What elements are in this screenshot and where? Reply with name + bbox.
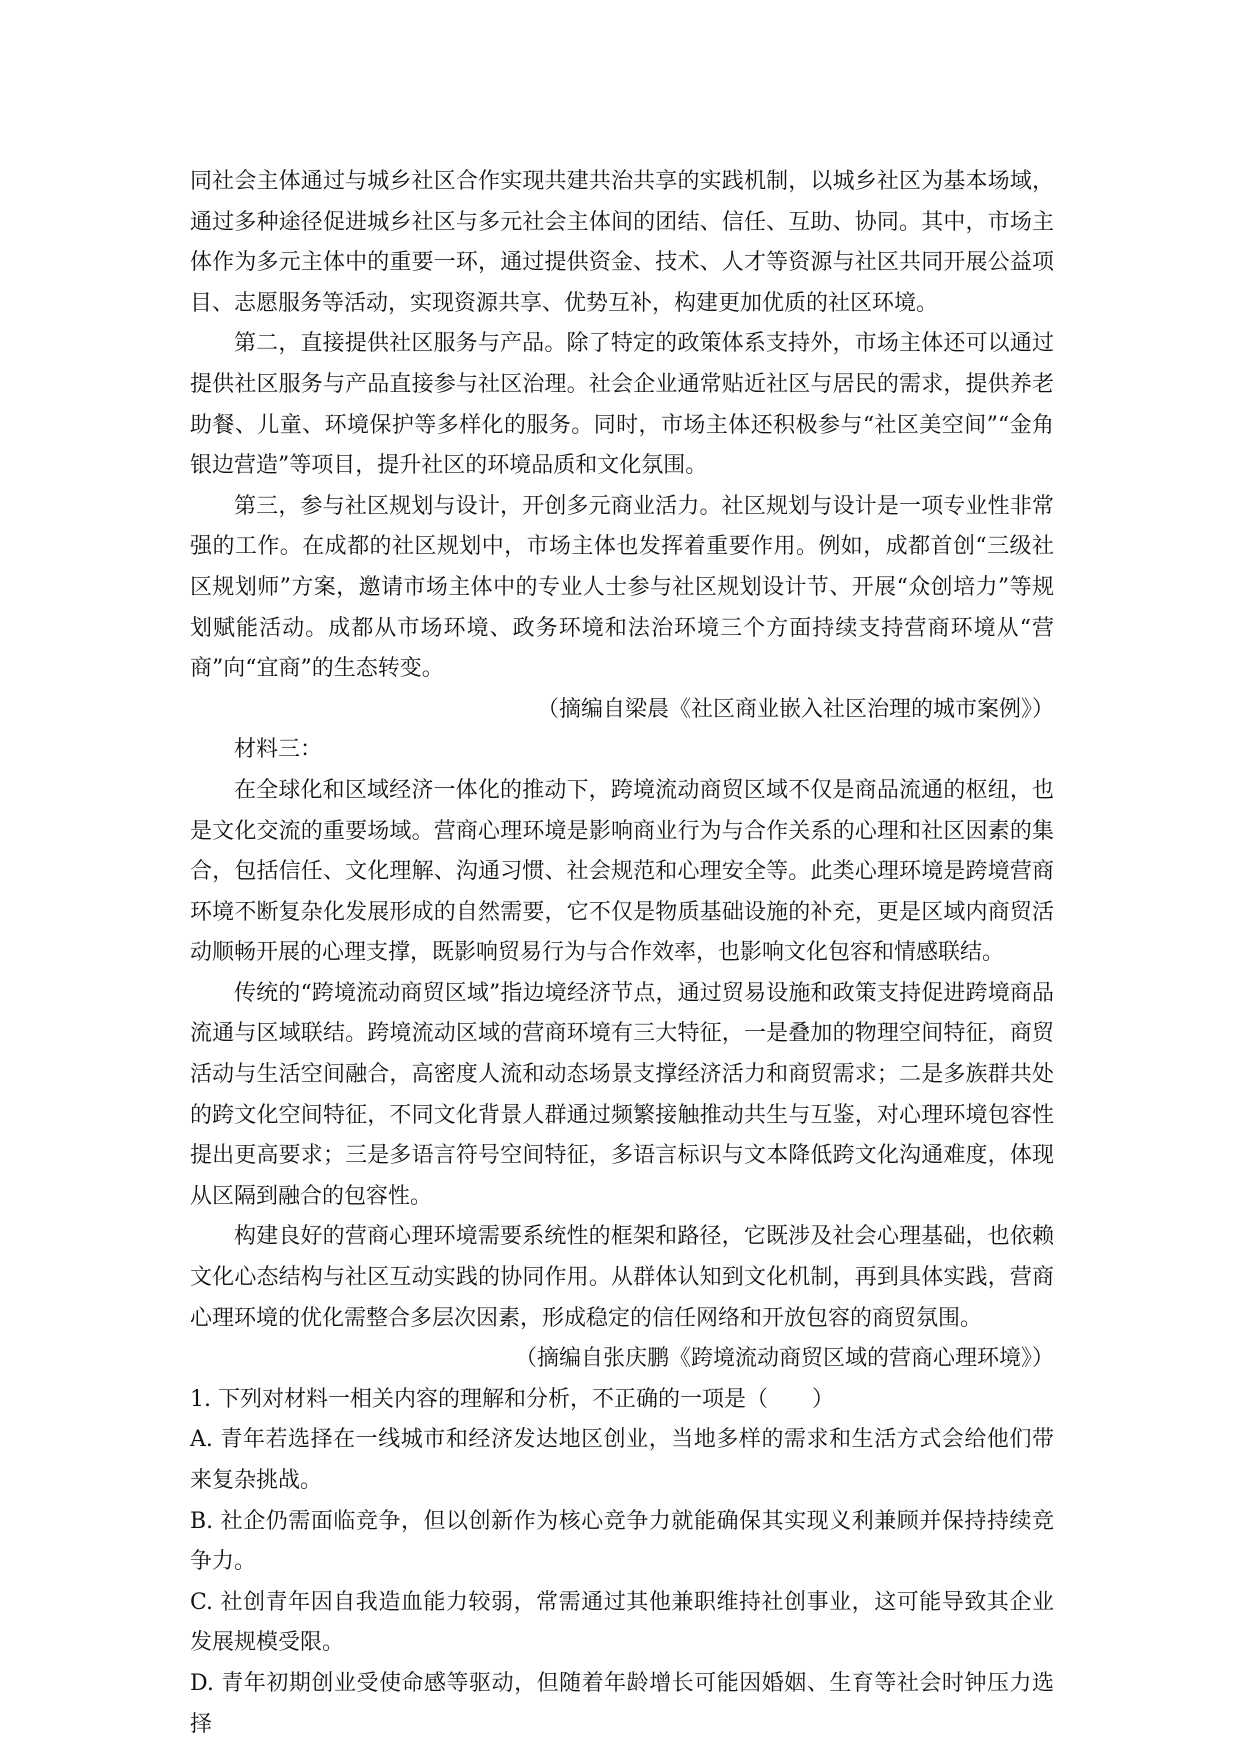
source-citation-two: （摘编自梁晨《社区商业嵌入社区治理的城市案例》） (536, 696, 1054, 722)
document-body (190, 162, 1054, 1745)
material-three-paragraph-1: 在全球化和区域经济一体化的推动下，跨境流动商贸区域不仅是商品流通的枢纽，也是文化交流的重要场域。营商心理环境是影响商业行为与合作关系的心理和社区因素的集合，包括信任、文化理解、沟通习惯、社会规范和心理安全等。此类心理环境是跨境营商环境不断复杂化发展形成的自然需要，它不仅是物质基础设施的补充，更是区域内商贸活动顺畅开展的心理支撑，既影响贸易行为与合作效率，也影响文化包容和情感联结。 (190, 777, 1054, 966)
paragraph-intro: 同社会主体通过与城乡社区合作实现共建共治共享的实践机制，以城乡社区为基本场域，通过多种途径促进城乡社区与多元社会主体间的团结、信任、互助、协同。其中，市场主体作为多元主体中的重要一环，通过提供资金、技术、人才等资源与社区共同开展公益项目、志愿服务等活动，实现资源共享、优势互补，构建更加优质的社区环境。 (190, 169, 1054, 316)
material-three-paragraph-3: 构建良好的营商心理环境需要系统性的框架和路径，它既涉及社会心理基础，也依赖文化心态结构与社区互动实践的协同作用。从群体认知到文化机制，再到具体实践，营商心理环境的优化需整合多层次因素，形成稳定的信任网络和开放包容的商贸氛围。 (190, 1224, 1054, 1331)
question-option-a: A. 青年若选择在一线城市和经济发达地区创业，当地多样的需求和生活方式会给他们带来复杂挑战。 (190, 1427, 1054, 1493)
question-option-b: B. 社企仍需面临竞争，但以创新作为核心竞争力就能确保其实现义利兼顾并保持持续竞争力。 (190, 1508, 1054, 1575)
question-option-c: C. 社创青年因自我造血能力较弱，常需通过其他兼职维持社创事业，这可能导致其企业发展规模受限。 (190, 1589, 1054, 1656)
source-citation-three: （摘编自张庆鹏《跨境流动商贸区域的营商心理环境》） (514, 1346, 1054, 1372)
question-option-d: D. 青年初期创业受使命感等驱动，但随着年龄增长可能因婚姻、生育等社会时钟压力选择 (190, 1670, 1054, 1737)
material-three-paragraph-2: 传统的“跨境流动商贸区域”指边境经济节点，通过贸易设施和政策支持促进跨境商品流通与区域联结。跨境流动区域的营商环境有三大特征，一是叠加的物理空间特征，商贸活动与生活空间融合，高密度人流和动态场景支撑经济活力和商贸需求；二是多族群共处的跨文化空间特征，不同文化背景人群通过频繁接触推动共生与互鉴，对心理环境包容性提出更高要求；三是多语言符号空间特征，多语言标识与文本降低跨文化沟通难度，体现从区隔到融合的包容性。 (190, 980, 1054, 1209)
material-three-label: 材料三： (234, 737, 323, 763)
question-stem: 1. 下列对材料一相关内容的理解和分析，不正确的一项是（ ） (190, 1386, 834, 1412)
paragraph-second: 第二，直接提供社区服务与产品。除了特定的政策体系支持外，市场主体还可以通过提供社区服务与产品直接参与社区治理。社会企业通常贴近社区与居民的需求，提供养老助餐、儿童、环境保护等多样化的服务。同时，市场主体还积极参与“社区美空间”“金角银边营造”等项目，提升社区的环境品质和文化氛围。 (190, 331, 1054, 479)
paragraph-third: 第三，参与社区规划与设计，开创多元商业活力。社区规划与设计是一项专业性非常强的工作。在成都的社区规划中，市场主体也发挥着重要作用。例如，成都首创“三级社区规划师”方案，邀请市场主体中的专业人士参与社区规划设计节、开展“众创培力”等规划赋能活动。成都从市场环境、政务环境和法治环境三个方面持续支持营商环境从“营商”向“宜商”的生态转变。 (190, 493, 1054, 682)
